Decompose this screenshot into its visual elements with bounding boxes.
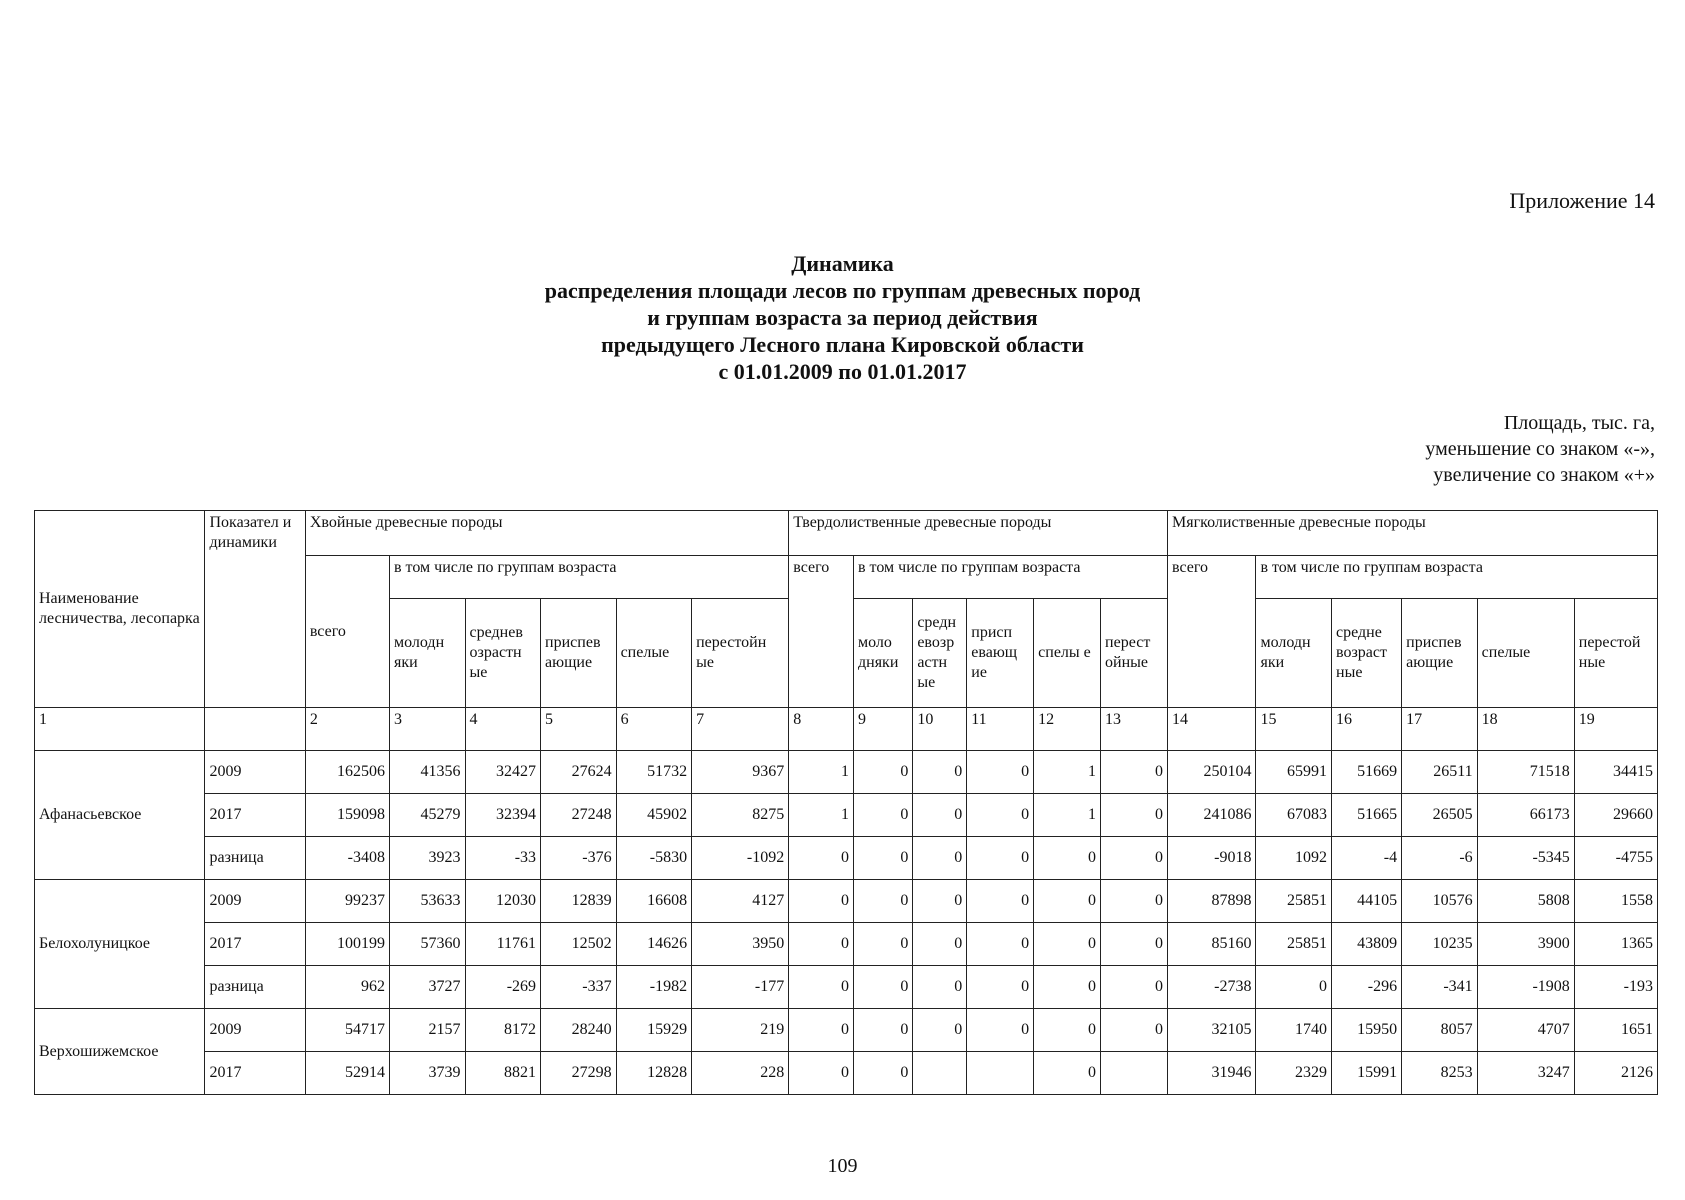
value-cell: 0 (1101, 880, 1168, 923)
indicator-cell: 2009 (205, 880, 305, 923)
value-cell: 28240 (541, 1009, 617, 1052)
header-hardwood-age-4: спелы е (1034, 599, 1101, 708)
value-cell: -5345 (1477, 837, 1574, 880)
header-coniferous-including: в том числе по группам возраста (389, 556, 788, 599)
column-number-cell: 13 (1101, 708, 1168, 751)
column-number-cell: 9 (853, 708, 912, 751)
indicator-cell: 2017 (205, 923, 305, 966)
value-cell: 2157 (389, 1009, 465, 1052)
value-cell (913, 1052, 967, 1095)
value-cell: 0 (967, 751, 1034, 794)
value-cell: 0 (1101, 923, 1168, 966)
value-cell: 0 (967, 1009, 1034, 1052)
header-hardwood-age-2: средн евозр астн ые (913, 599, 967, 708)
value-cell: 67083 (1256, 794, 1332, 837)
value-cell: -33 (465, 837, 541, 880)
value-cell: 51732 (616, 751, 692, 794)
value-cell: 99237 (305, 880, 389, 923)
indicator-cell: разница (205, 837, 305, 880)
header-group-softwood: Мягколиственные древесные породы (1168, 511, 1658, 556)
value-cell: 3739 (389, 1052, 465, 1095)
header-name: Наименование лесничества, лесопарка (35, 511, 205, 708)
column-number-cell: 7 (692, 708, 789, 751)
value-cell: 219 (692, 1009, 789, 1052)
value-cell: 9367 (692, 751, 789, 794)
indicator-cell: 2017 (205, 794, 305, 837)
title-line-1: Динамика (791, 251, 894, 276)
value-cell: 0 (853, 837, 912, 880)
value-cell: 26511 (1402, 751, 1478, 794)
value-cell: 11761 (465, 923, 541, 966)
value-cell: 52914 (305, 1052, 389, 1095)
value-cell: 0 (1101, 966, 1168, 1009)
header-softwood-age-5: перестой ные (1574, 599, 1657, 708)
indicator-cell: 2017 (205, 1052, 305, 1095)
value-cell: 4707 (1477, 1009, 1574, 1052)
value-cell: 0 (789, 837, 854, 880)
value-cell: -5830 (616, 837, 692, 880)
value-cell: -341 (1402, 966, 1478, 1009)
units-note (1425, 410, 1655, 488)
value-cell: 45279 (389, 794, 465, 837)
value-cell: 0 (1034, 880, 1101, 923)
forestry-name: Белохолуницкое (35, 880, 205, 1009)
value-cell: -2738 (1168, 966, 1256, 1009)
header-row-groups (35, 511, 1658, 556)
value-cell: 85160 (1168, 923, 1256, 966)
value-cell: -1092 (692, 837, 789, 880)
value-cell: 8172 (465, 1009, 541, 1052)
table-row (35, 794, 1658, 837)
value-cell: 0 (789, 880, 854, 923)
value-cell: 0 (1034, 837, 1101, 880)
table-row (35, 837, 1658, 880)
column-number-cell (205, 708, 305, 751)
value-cell: -1982 (616, 966, 692, 1009)
value-cell: 34415 (1574, 751, 1657, 794)
value-cell: 29660 (1574, 794, 1657, 837)
value-cell: 3900 (1477, 923, 1574, 966)
value-cell: 0 (1034, 1009, 1101, 1052)
value-cell: 0 (1101, 751, 1168, 794)
title-line-5: с 01.01.2009 по 01.01.2017 (718, 359, 967, 384)
value-cell: 66173 (1477, 794, 1574, 837)
table-row (35, 923, 1658, 966)
value-cell: 71518 (1477, 751, 1574, 794)
column-number-cell: 11 (967, 708, 1034, 751)
indicator-cell: 2009 (205, 751, 305, 794)
header-group-hardwood: Твердолиственные древесные породы (789, 511, 1168, 556)
value-cell: 0 (913, 751, 967, 794)
column-number-row (35, 708, 1658, 751)
value-cell: 1558 (1574, 880, 1657, 923)
table-row (35, 1052, 1658, 1095)
value-cell: -1908 (1477, 966, 1574, 1009)
table-row (35, 1009, 1658, 1052)
header-hardwood-age-5: перест ойные (1101, 599, 1168, 708)
units-line-1: Площадь, тыс. га, (1503, 412, 1655, 434)
value-cell: 53633 (389, 880, 465, 923)
value-cell: 0 (967, 880, 1034, 923)
header-coniferous-total: всего (305, 556, 389, 708)
value-cell: 32394 (465, 794, 541, 837)
value-cell: 1651 (1574, 1009, 1657, 1052)
value-cell: 0 (967, 837, 1034, 880)
forestry-name: Афанасьевское (35, 751, 205, 880)
value-cell: 45902 (616, 794, 692, 837)
header-coniferous-age-2: среднев озрастн ые (465, 599, 541, 708)
value-cell: 87898 (1168, 880, 1256, 923)
value-cell: 1 (789, 751, 854, 794)
table-row (35, 880, 1658, 923)
value-cell: -177 (692, 966, 789, 1009)
column-number-cell: 1 (35, 708, 205, 751)
value-cell: 31946 (1168, 1052, 1256, 1095)
value-cell: 0 (1034, 966, 1101, 1009)
header-hardwood-age-1: моло дняки (853, 599, 912, 708)
value-cell: 15929 (616, 1009, 692, 1052)
value-cell: 32427 (465, 751, 541, 794)
value-cell: 962 (305, 966, 389, 1009)
value-cell: 0 (853, 794, 912, 837)
table-row (35, 751, 1658, 794)
value-cell: 27248 (541, 794, 617, 837)
value-cell: 57360 (389, 923, 465, 966)
column-number-cell: 5 (541, 708, 617, 751)
value-cell: -193 (1574, 966, 1657, 1009)
value-cell: -376 (541, 837, 617, 880)
column-number-cell: 12 (1034, 708, 1101, 751)
value-cell: 43809 (1332, 923, 1402, 966)
table-row (35, 966, 1658, 1009)
value-cell: -4755 (1574, 837, 1657, 880)
value-cell: 162506 (305, 751, 389, 794)
value-cell: 3923 (389, 837, 465, 880)
value-cell: 51665 (1332, 794, 1402, 837)
value-cell: 27298 (541, 1052, 617, 1095)
value-cell: 0 (789, 1052, 854, 1095)
header-coniferous-age-3: приспев ающие (541, 599, 617, 708)
appendix-label: Приложение 14 (1509, 188, 1655, 213)
value-cell: 12828 (616, 1052, 692, 1095)
column-number-cell: 10 (913, 708, 967, 751)
value-cell: 65991 (1256, 751, 1332, 794)
value-cell: 0 (853, 1052, 912, 1095)
column-number-cell: 8 (789, 708, 854, 751)
page-number: 109 (827, 1155, 858, 1177)
header-softwood-age-2: средне возраст ные (1332, 599, 1402, 708)
column-number-cell: 15 (1256, 708, 1332, 751)
value-cell: 10235 (1402, 923, 1478, 966)
value-cell: 41356 (389, 751, 465, 794)
value-cell: 10576 (1402, 880, 1478, 923)
indicator-cell: 2009 (205, 1009, 305, 1052)
value-cell: 1365 (1574, 923, 1657, 966)
value-cell: 4127 (692, 880, 789, 923)
units-line-2: уменьшение со знаком «-», (1425, 438, 1655, 460)
header-softwood-including: в том числе по группам возраста (1256, 556, 1658, 599)
value-cell: 0 (913, 1009, 967, 1052)
header-softwood-age-4: спелые (1477, 599, 1574, 708)
forest-dynamics-table (34, 510, 1658, 1095)
header-coniferous-age-5: перестойн ые (692, 599, 789, 708)
value-cell: -337 (541, 966, 617, 1009)
indicator-cell: разница (205, 966, 305, 1009)
header-hardwood-age-3: присп евающ ие (967, 599, 1034, 708)
column-number-cell: 14 (1168, 708, 1256, 751)
column-number-cell: 16 (1332, 708, 1402, 751)
value-cell: 0 (1101, 1009, 1168, 1052)
value-cell: 0 (1101, 837, 1168, 880)
document-title (0, 250, 1685, 385)
value-cell: 0 (913, 966, 967, 1009)
units-line-3: увеличение со знаком «+» (1433, 464, 1655, 486)
value-cell: 0 (913, 880, 967, 923)
value-cell: 1740 (1256, 1009, 1332, 1052)
header-coniferous-age-4: спелые (616, 599, 692, 708)
value-cell: 250104 (1168, 751, 1256, 794)
value-cell: 3727 (389, 966, 465, 1009)
value-cell: 44105 (1332, 880, 1402, 923)
value-cell: 0 (913, 837, 967, 880)
title-line-4: предыдущего Лесного плана Кировской области (601, 332, 1084, 357)
value-cell: 51669 (1332, 751, 1402, 794)
column-number-cell: 18 (1477, 708, 1574, 751)
header-coniferous-age-1: молодн яки (389, 599, 465, 708)
value-cell: 0 (789, 1009, 854, 1052)
header-softwood-age-1: молодн яки (1256, 599, 1332, 708)
value-cell: -4 (1332, 837, 1402, 880)
value-cell: 3247 (1477, 1052, 1574, 1095)
value-cell: 0 (853, 923, 912, 966)
title-line-2: распределения площади лесов по группам древесных пород (544, 278, 1141, 303)
title-line-3: и группам возраста за период действия (647, 305, 1038, 330)
value-cell: 0 (967, 923, 1034, 966)
header-softwood-age-3: приспев ающие (1402, 599, 1478, 708)
value-cell: 0 (853, 1009, 912, 1052)
value-cell: 1 (1034, 794, 1101, 837)
value-cell: 14626 (616, 923, 692, 966)
value-cell: 0 (1034, 923, 1101, 966)
value-cell: 12839 (541, 880, 617, 923)
value-cell: -3408 (305, 837, 389, 880)
value-cell: 1 (1034, 751, 1101, 794)
value-cell: 0 (789, 923, 854, 966)
value-cell: 25851 (1256, 923, 1332, 966)
value-cell (967, 1052, 1034, 1095)
value-cell: 1092 (1256, 837, 1332, 880)
value-cell: 26505 (1402, 794, 1478, 837)
value-cell: 0 (967, 966, 1034, 1009)
value-cell: -9018 (1168, 837, 1256, 880)
value-cell: 5808 (1477, 880, 1574, 923)
value-cell: 0 (913, 923, 967, 966)
value-cell: 0 (967, 794, 1034, 837)
forestry-name: Верхошижемское (35, 1009, 205, 1095)
value-cell: 0 (913, 794, 967, 837)
value-cell: 0 (853, 880, 912, 923)
value-cell: 241086 (1168, 794, 1256, 837)
value-cell: 32105 (1168, 1009, 1256, 1052)
value-cell: 15991 (1332, 1052, 1402, 1095)
value-cell (1101, 1052, 1168, 1095)
value-cell: 12030 (465, 880, 541, 923)
value-cell: 159098 (305, 794, 389, 837)
header-indicator: Показател и динамики (205, 511, 305, 708)
value-cell: 228 (692, 1052, 789, 1095)
column-number-cell: 19 (1574, 708, 1657, 751)
value-cell: 1 (789, 794, 854, 837)
value-cell: 0 (1101, 794, 1168, 837)
value-cell: -296 (1332, 966, 1402, 1009)
header-softwood-total: всего (1168, 556, 1256, 708)
table-body (35, 511, 1658, 1095)
column-number-cell: 4 (465, 708, 541, 751)
value-cell: 8275 (692, 794, 789, 837)
value-cell: 54717 (305, 1009, 389, 1052)
column-number-cell: 17 (1402, 708, 1478, 751)
value-cell: 0 (853, 751, 912, 794)
header-hardwood-including: в том числе по группам возраста (853, 556, 1167, 599)
value-cell: -6 (1402, 837, 1478, 880)
value-cell: 0 (1256, 966, 1332, 1009)
column-number-cell: 2 (305, 708, 389, 751)
value-cell: 27624 (541, 751, 617, 794)
value-cell: 3950 (692, 923, 789, 966)
column-number-cell: 3 (389, 708, 465, 751)
value-cell: 100199 (305, 923, 389, 966)
value-cell: 0 (789, 966, 854, 1009)
column-number-cell: 6 (616, 708, 692, 751)
value-cell: 16608 (616, 880, 692, 923)
value-cell: 12502 (541, 923, 617, 966)
value-cell: 8057 (1402, 1009, 1478, 1052)
value-cell: 8253 (1402, 1052, 1478, 1095)
value-cell: 0 (1034, 1052, 1101, 1095)
value-cell: 2329 (1256, 1052, 1332, 1095)
value-cell: 2126 (1574, 1052, 1657, 1095)
value-cell: 15950 (1332, 1009, 1402, 1052)
header-group-coniferous: Хвойные древесные породы (305, 511, 788, 556)
value-cell: -269 (465, 966, 541, 1009)
value-cell: 0 (853, 966, 912, 1009)
value-cell: 25851 (1256, 880, 1332, 923)
header-hardwood-total: всего (789, 556, 854, 708)
value-cell: 8821 (465, 1052, 541, 1095)
